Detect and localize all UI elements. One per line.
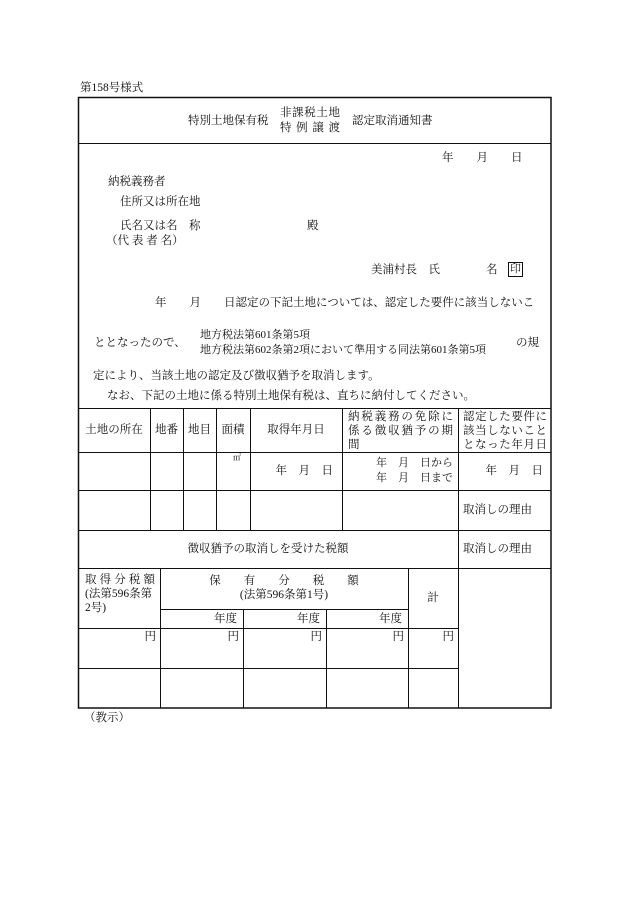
header-ineligible-date	[463, 410, 547, 452]
representative-label: （代 表 者 名）	[106, 235, 184, 247]
name-label: 氏名又は名 称	[120, 220, 201, 232]
acquired-tax-line: 2号)	[85, 602, 107, 614]
total-label: 計	[427, 592, 439, 604]
header-line: 認定した要件に	[463, 411, 547, 423]
ineligible-date-cell: 年 月 日	[485, 465, 543, 477]
deferral-period-cell	[342, 456, 453, 486]
title-suffix: 認定取消通知書	[352, 115, 433, 127]
acquired-tax-label	[85, 573, 155, 615]
honorific: 殿	[307, 220, 319, 232]
header-deferral-period	[348, 410, 453, 452]
area-unit: ㎡	[233, 453, 241, 462]
seal-mark: 印	[510, 263, 521, 275]
yen-unit: 円	[392, 631, 404, 643]
fiscal-year-label: 年度	[379, 612, 402, 625]
tax-table-heading: 徴収猶予の取消しを受けた税額	[187, 543, 349, 555]
header-line: となった年月日	[463, 439, 547, 451]
law-option-2: 地方税法第602条第2項において準用する同法第601条第5項	[200, 344, 486, 356]
header-area: 面積	[221, 424, 245, 436]
header-line: 間	[348, 439, 360, 451]
header-lot-number: 地番	[155, 424, 178, 436]
fiscal-year-label: 年度	[214, 612, 237, 625]
notice-line-3: 定により、当該土地の認定及び徴収猶予を取消します。	[93, 370, 380, 382]
acquisition-date-cell: 年 月 日	[275, 465, 333, 477]
yen-unit: 円	[144, 631, 156, 643]
notice-line-2-tail: の規	[516, 337, 539, 349]
issuer-label: 美浦村長 氏 名	[371, 264, 498, 276]
form-number: 第158号様式	[80, 82, 144, 94]
notice-line-1: 年 月 日認定の下記土地については、認定した要件に該当しないこ	[155, 297, 535, 309]
yen-unit: 円	[310, 631, 322, 643]
header-line: 係る徴収猶予の期	[348, 425, 453, 437]
notice-line-2-lead: ととなったので、	[94, 337, 186, 349]
period-to: 年 月 日まで	[376, 472, 453, 484]
yen-unit: 円	[442, 631, 454, 643]
title-option-non-taxable: 非課税土地	[280, 107, 340, 119]
header-line: 該当しないこと	[463, 425, 547, 437]
header-land-category: 地目	[188, 424, 211, 436]
taxpayer-heading: 納税義務者	[108, 176, 166, 188]
header-location: 土地の所在	[85, 424, 143, 436]
tax-cancellation-reason-label: 取消しの理由	[463, 543, 532, 555]
header-line: 納税義務の免除に	[348, 411, 453, 423]
law-option-1: 地方税法第601条第5項	[200, 329, 310, 341]
issue-date: 年 月 日	[442, 152, 523, 164]
instruction-note: （教示）	[84, 712, 130, 724]
yen-unit: 円	[227, 631, 239, 643]
acquired-tax-line: 取 得 分 税 額	[85, 574, 155, 586]
held-tax-law: (法第596条第1号)	[239, 589, 329, 601]
title-options	[280, 106, 340, 135]
acquired-tax-line: (法第596条第	[85, 588, 153, 600]
title-prefix: 特別土地保有税	[188, 115, 269, 127]
held-tax-label	[160, 574, 408, 602]
fiscal-year-label: 年度	[297, 612, 320, 625]
period-from: 年 月 日から	[376, 457, 453, 469]
title-option-special-transfer: 特 例 譲 渡	[280, 122, 340, 134]
cancellation-reason-label: 取消しの理由	[463, 504, 532, 516]
notice-line-4: なお、下記の土地に係る特別土地保有税は、直ちに納付してください。	[107, 390, 475, 402]
address-label: 住所又は所在地	[120, 196, 201, 208]
held-tax-title: 保 有 分 税 額	[209, 575, 359, 587]
header-acquisition-date: 取得年月日	[267, 424, 325, 436]
